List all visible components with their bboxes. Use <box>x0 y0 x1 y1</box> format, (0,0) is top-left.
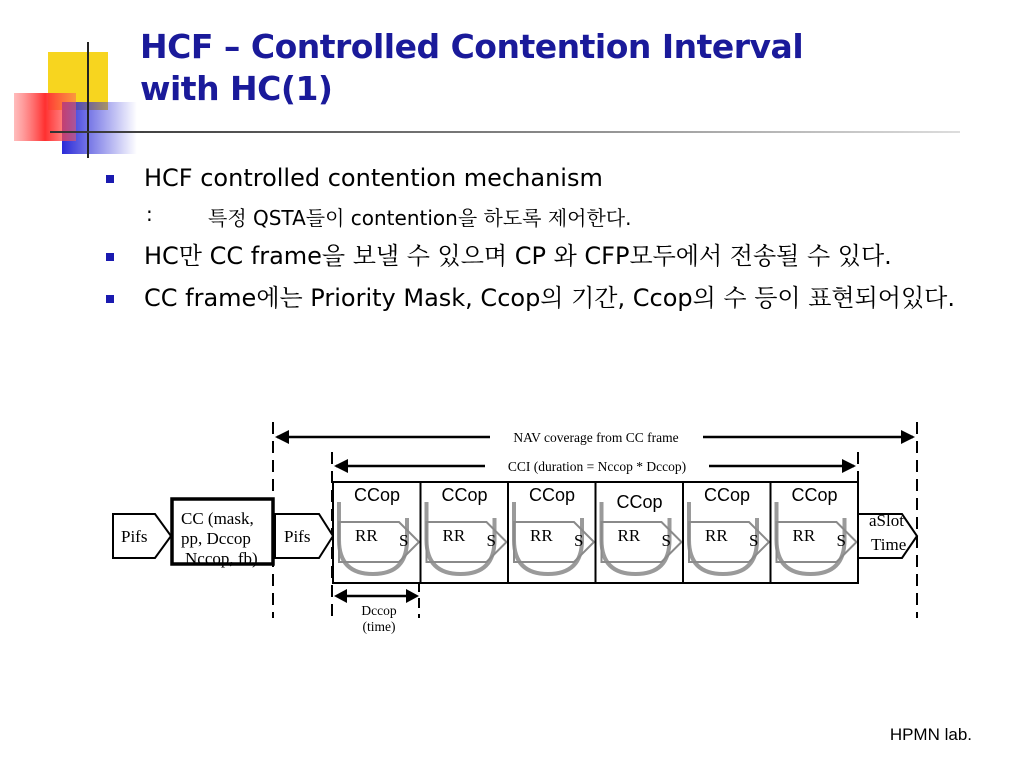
hcf-timing-diagram <box>105 418 925 643</box>
bullet-text: HC만 CC frame을 보낼 수 있으며 CP 와 CFP모두에서 전송될 수 있다. <box>144 242 892 270</box>
s-label: S <box>399 531 409 550</box>
bullet-square-icon <box>106 253 114 261</box>
rr-label: RR <box>355 526 378 545</box>
ccop-label: CCop <box>441 485 488 505</box>
bullet-text: CC frame에는 Priority Mask, Ccop의 기간, Ccop의 수 등이 표현되어있다. <box>144 284 955 312</box>
s-label: S <box>836 531 846 550</box>
ccop-label: CCop <box>791 485 838 505</box>
ccop-label: CCop <box>703 485 751 505</box>
aslot-label-line-2: Time <box>871 535 907 554</box>
ccop-label: CCop <box>528 485 576 505</box>
s-label: S <box>661 531 671 550</box>
cci-arrow-head-left <box>334 459 348 473</box>
cci-label: CCI (duration = Nccop * Dccop) <box>507 459 687 474</box>
sub-item-colon: : <box>146 202 153 226</box>
rr-label: RR <box>530 526 553 545</box>
title-divider <box>50 131 960 133</box>
s-label: S <box>574 531 584 550</box>
slide-title <box>140 26 1000 110</box>
ccop-label: CCop <box>616 492 663 512</box>
bullet-item-3 <box>100 280 980 316</box>
sub-item <box>100 198 980 232</box>
rr-label: RR <box>442 526 466 545</box>
aslot-label-line-1: aSlot <box>869 511 904 530</box>
bullet-item-2 <box>100 238 980 274</box>
rr-label: RR <box>792 526 816 545</box>
dccop-label-line-2: (time) <box>362 619 396 634</box>
ccop-label: CCop <box>353 485 401 505</box>
slide-title-line-1: HCF – Controlled Contention Interval <box>140 27 804 66</box>
cci-arrow-head-right <box>842 459 856 473</box>
cc-frame-text-line-3: Nccop, fb) <box>185 549 258 568</box>
pifs-label-1: Pifs <box>121 527 148 546</box>
dccop-arrow-head-right <box>406 589 419 603</box>
slide-title-line-2: with HC(1) <box>140 69 333 108</box>
cc-frame-text-line-1: CC (mask, <box>181 509 254 528</box>
s-label: S <box>486 531 496 550</box>
bullet-square-icon <box>106 295 114 303</box>
dccop-label-line-1: Dccop <box>361 603 397 618</box>
s-label: S <box>749 531 759 550</box>
bullet-list <box>100 160 980 316</box>
cc-frame-text-line-2: pp, Dccop <box>181 529 251 548</box>
nav-arrow-head-left <box>275 430 289 444</box>
nav-arrow-head-right <box>901 430 915 444</box>
pifs-label-2: Pifs <box>284 527 311 546</box>
rr-label: RR <box>705 526 728 545</box>
decorative-corner-graphic <box>0 0 150 170</box>
nav-coverage-label: NAV coverage from CC frame <box>513 430 679 445</box>
bullet-square-icon <box>106 175 114 183</box>
dccop-arrow-head-left <box>334 589 347 603</box>
footer-lab-name: HPMN lab. <box>889 725 972 744</box>
rr-label: RR <box>617 526 641 545</box>
sub-item-text: 특정 QSTA들이 contention을 하도록 제어한다. <box>208 206 632 230</box>
deco-red-square <box>14 93 76 141</box>
bullet-text: HCF controlled contention mechanism <box>144 164 603 192</box>
bullet-item-1 <box>100 160 980 196</box>
